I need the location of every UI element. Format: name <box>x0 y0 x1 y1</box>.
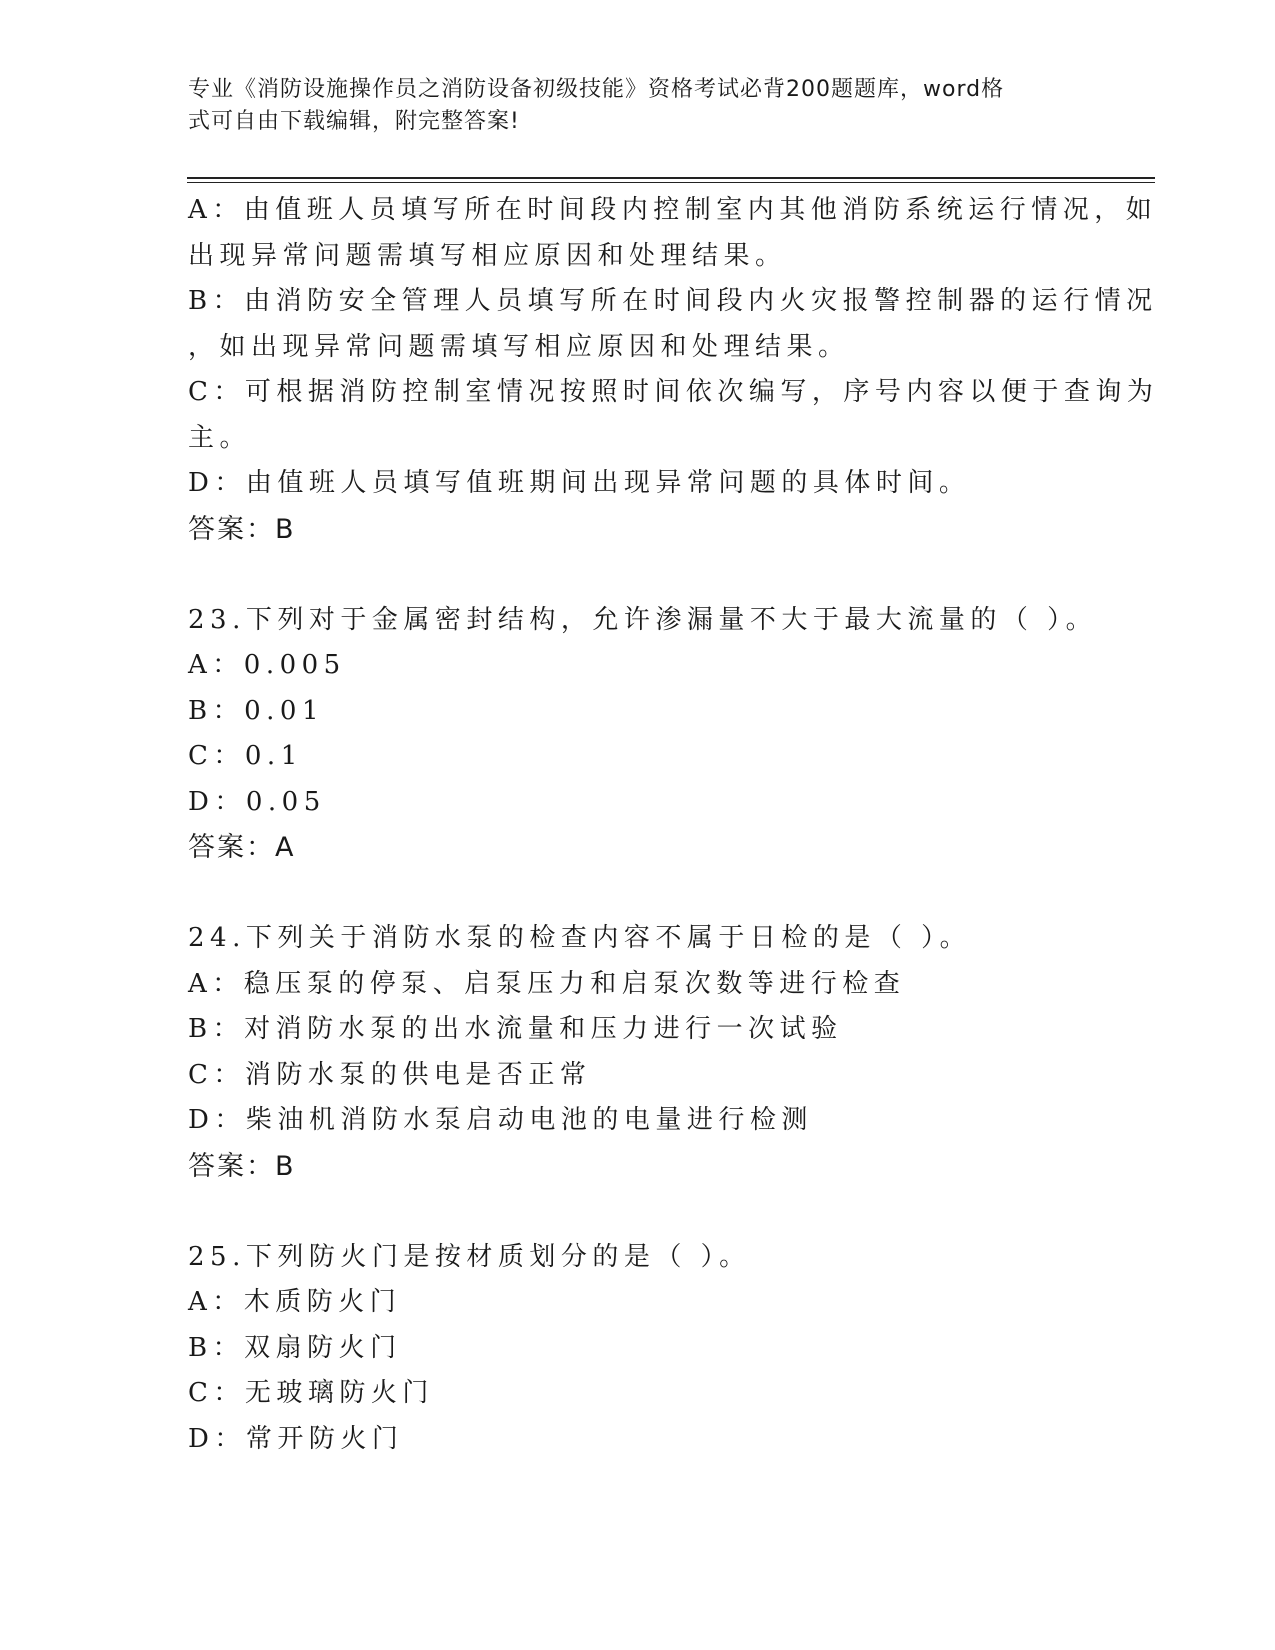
spacer <box>188 552 1078 598</box>
question-list <box>188 188 1159 1462</box>
q23-option-c: C：0.1 <box>188 741 303 771</box>
header-divider-thin <box>187 182 1155 183</box>
q22-option-b-line-2: ，如出现异常问题需填写相应原因和处理结果。 <box>188 331 850 362</box>
q24-option-a: A：稳压泵的停泵、启泵压力和启泵次数等进行检查 <box>188 968 906 999</box>
q24-question: 24.下列关于消防水泵的检查内容不属于日检的是（ ）。 <box>188 923 972 953</box>
spacer <box>188 1189 1078 1235</box>
header-divider-thick <box>187 177 1155 179</box>
q25-option-b: B：双扇防火门 <box>188 1332 402 1363</box>
q23-option-b: B：0.01 <box>188 695 324 726</box>
q24-answer: 答案：B <box>188 1150 296 1182</box>
header-line-1: 专业《消防设施操作员之消防设备初级技能》资格考试必背200题题库，word格 <box>188 77 1005 102</box>
q23-question: 23.下列对于金属密封结构，允许渗漏量不大于最大流量的（ ）。 <box>188 604 1098 635</box>
q25-question: 25.下列防火门是按材质划分的是（ ）。 <box>188 1241 751 1272</box>
q22-option-d: D：由值班人员填写值班期间出现异常问题的具体时间。 <box>188 468 971 498</box>
q22-option-c-line-1: C：可根据消防控制室情况按照时间依次编写，序号内容以便于查询为 <box>188 377 1159 407</box>
q24-option-c: C：消防水泵的供电是否正常 <box>188 1059 592 1090</box>
q22-answer: 答案：B <box>188 513 296 545</box>
document-header <box>188 74 1068 138</box>
q23-answer: 答案：A <box>188 832 296 863</box>
q22-option-a-line-2: 出现异常问题需填写相应原因和处理结果。 <box>188 240 787 271</box>
q23-option-a: A：0.005 <box>188 650 346 680</box>
header-line-2: 式可自由下载编辑，附完整答案! <box>188 109 520 134</box>
question-23-block <box>188 598 1098 871</box>
question-24-block <box>188 916 1078 1189</box>
question-25-block <box>188 1235 1078 1463</box>
question-22-block <box>188 188 1159 552</box>
q25-option-c: C：无玻璃防火门 <box>188 1378 434 1408</box>
q23-option-d: D：0.05 <box>188 786 326 817</box>
q25-option-a: A：木质防火门 <box>188 1287 402 1317</box>
q22-option-a-line-1: A：由值班人员填写所在时间段内控制室内其他消防系统运行情况，如 <box>188 195 1158 225</box>
q25-option-d: D：常开防火门 <box>188 1423 404 1454</box>
q24-option-d: D：柴油机消防水泵启动电池的电量进行检测 <box>188 1105 813 1135</box>
spacer <box>188 871 1078 917</box>
q24-option-b: B：对消防水泵的出水流量和压力进行一次试验 <box>188 1014 843 1044</box>
q22-option-c-line-2: 主。 <box>188 422 252 453</box>
q22-option-b-line-1: B：由消防安全管理人员填写所在时间段内火灾报警控制器的运行情况 <box>188 286 1158 316</box>
